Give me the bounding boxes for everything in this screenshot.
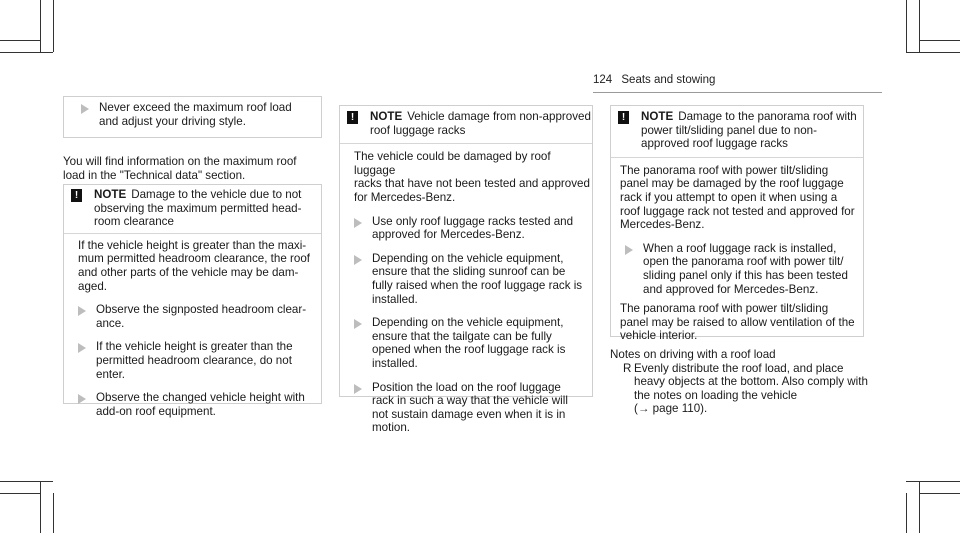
tip-item	[64, 97, 321, 128]
text-line: ensure that the tailgate can be fully	[372, 329, 552, 343]
crop-mark	[919, 493, 960, 494]
note-head-line: power tilt/sliding panel due to non-	[641, 123, 817, 137]
note-box	[610, 105, 864, 343]
text-line: The vehicle could be damaged by roof luggage	[354, 150, 551, 177]
arrow-icon	[354, 255, 362, 265]
arrow-icon	[354, 218, 362, 228]
text-line: The panorama roof with power tilt/sliding	[620, 302, 829, 316]
text-line: Depending on the vehicle equipment,	[372, 316, 564, 330]
text-line: When a roof luggage rack is installed,	[643, 241, 837, 255]
step-item	[340, 252, 592, 306]
text-line: add-on roof equipment.	[96, 404, 216, 418]
text-line: not sustain damage even when it is in	[372, 407, 566, 421]
crop-mark	[0, 481, 53, 482]
text-line: roof luggage rack not tested and approved for	[620, 204, 855, 218]
header-divider	[593, 92, 882, 93]
crop-mark	[0, 52, 53, 53]
step-item	[64, 340, 321, 381]
note-head-line: observing the maximum permitted head-	[94, 201, 302, 215]
text-line: Observe the signposted headroom clear-	[96, 303, 307, 317]
warning-icon: !	[618, 111, 629, 124]
text-line: opened when the roof luggage rack is	[372, 343, 566, 357]
step-item	[611, 242, 863, 296]
step-item	[340, 381, 592, 435]
arrow-icon	[354, 319, 362, 329]
crop-mark	[906, 493, 907, 533]
text-line: panel may be damaged by the roof luggage	[620, 177, 844, 191]
text-line: vehicle interior.	[620, 329, 698, 343]
text-line: and other parts of the vehicle may be dam-	[78, 265, 299, 279]
text-line: Observe the changed vehicle height with	[96, 391, 305, 405]
arrow-icon	[625, 245, 633, 255]
crop-mark	[40, 481, 41, 533]
arrow-icon	[78, 306, 86, 316]
crop-mark	[906, 481, 960, 482]
text-line: If the vehicle height is greater than the	[96, 340, 293, 354]
note-header	[340, 106, 592, 137]
text-line: rack in such a way that the vehicle will	[372, 394, 568, 408]
text-line: for Mercedes-Benz.	[354, 190, 456, 204]
text-line: and approved for Mercedes-Benz.	[643, 282, 819, 296]
note-title: NOTE	[370, 110, 403, 123]
note-box	[339, 105, 593, 435]
text-line: motion.	[372, 421, 411, 435]
text-line: installed.	[372, 292, 418, 306]
crop-mark	[53, 493, 54, 533]
text-line: the notes on loading the vehicle	[634, 388, 798, 402]
note-head-line: Vehicle damage from non-approved	[407, 110, 591, 123]
note-header	[611, 106, 863, 151]
note-header	[64, 185, 321, 229]
text-line: ance.	[96, 316, 125, 330]
text-line: ensure that the sliding sunroof can be	[372, 265, 566, 279]
note-head-line: roof luggage racks	[370, 123, 466, 137]
tip-line: Never exceed the maximum roof load	[99, 101, 292, 114]
notes-section	[610, 348, 880, 416]
warning-icon: !	[347, 111, 358, 124]
note-footer	[611, 296, 863, 343]
step-item	[64, 391, 321, 418]
text-line: aged.	[78, 279, 108, 293]
note-title: NOTE	[641, 110, 674, 123]
text-line: panel may be raised to allow ventilation of the	[620, 315, 855, 329]
note-head-line: room clearance	[94, 215, 174, 229]
text-line: sliding panel only if this has been tested	[643, 268, 848, 282]
note-box	[63, 184, 322, 418]
text-line: mum permitted headroom clearance, the roof	[78, 252, 310, 266]
crop-mark	[906, 52, 960, 53]
intro-text	[63, 155, 323, 182]
page-header	[593, 74, 882, 88]
note-head-line: approved roof luggage racks	[641, 137, 788, 151]
arrow-icon	[78, 343, 86, 353]
text-line: permitted headroom clearance, do not	[96, 353, 292, 367]
note-body	[64, 233, 321, 293]
note-head-line: Damage to the panorama roof with	[678, 110, 857, 123]
text-line: open the panorama roof with power tilt/	[643, 255, 844, 269]
tip-line: and adjust your driving style.	[99, 114, 246, 128]
text-line: Position the load on the roof luggage	[372, 380, 561, 394]
text-line: fully raised when the roof luggage rack is	[372, 278, 583, 292]
page-reference-link[interactable]: (→ page 110).	[634, 402, 708, 416]
text-line: Mercedes-Benz.	[620, 218, 705, 232]
step-item	[340, 316, 592, 370]
step-item	[340, 215, 592, 242]
text-line: Depending on the vehicle equipment,	[372, 251, 564, 265]
text-line: You will find information on the maximum roof	[63, 155, 297, 168]
text-line: load in the "Technical data" section.	[63, 168, 246, 182]
note-body	[611, 157, 863, 232]
text-line: racks that have not been tested and approved	[354, 177, 590, 191]
crop-mark	[906, 0, 907, 52]
page-number: 124	[593, 74, 613, 86]
arrow-icon	[81, 104, 89, 114]
text-line: Use only roof luggage racks tested and	[372, 214, 574, 228]
crop-mark	[40, 0, 41, 52]
notes-title: Notes on driving with a roof load	[610, 348, 776, 361]
note-title: NOTE	[94, 188, 127, 201]
bullet-icon: R	[623, 361, 632, 375]
crop-mark	[53, 0, 54, 52]
section-title: Seats and stowing	[621, 74, 716, 86]
crop-mark	[0, 40, 40, 41]
arrow-icon	[354, 384, 362, 394]
text-line: rack if you attempt to open it when using a	[620, 190, 838, 204]
step-item	[64, 303, 321, 330]
crop-mark	[919, 481, 920, 533]
warning-icon: !	[71, 189, 82, 202]
text-line: If the vehicle height is greater than the maxi-	[78, 238, 307, 252]
text-line: Evenly distribute the roof load, and place	[634, 361, 844, 375]
arrow-icon	[78, 394, 86, 404]
tip-box	[63, 96, 322, 138]
crop-mark	[919, 40, 960, 41]
note-body	[340, 143, 592, 204]
text-line: installed.	[372, 356, 418, 370]
bullet-item	[620, 362, 880, 416]
note-head-line: Damage to the vehicle due to not	[131, 188, 302, 201]
text-line: The panorama roof with power tilt/sliding	[620, 163, 829, 177]
crop-mark	[919, 0, 920, 52]
text-line: approved for Mercedes-Benz.	[372, 228, 525, 242]
text-line: heavy objects at the bottom. Also comply with	[634, 375, 868, 389]
crop-mark	[0, 493, 40, 494]
text-line: enter.	[96, 367, 126, 381]
